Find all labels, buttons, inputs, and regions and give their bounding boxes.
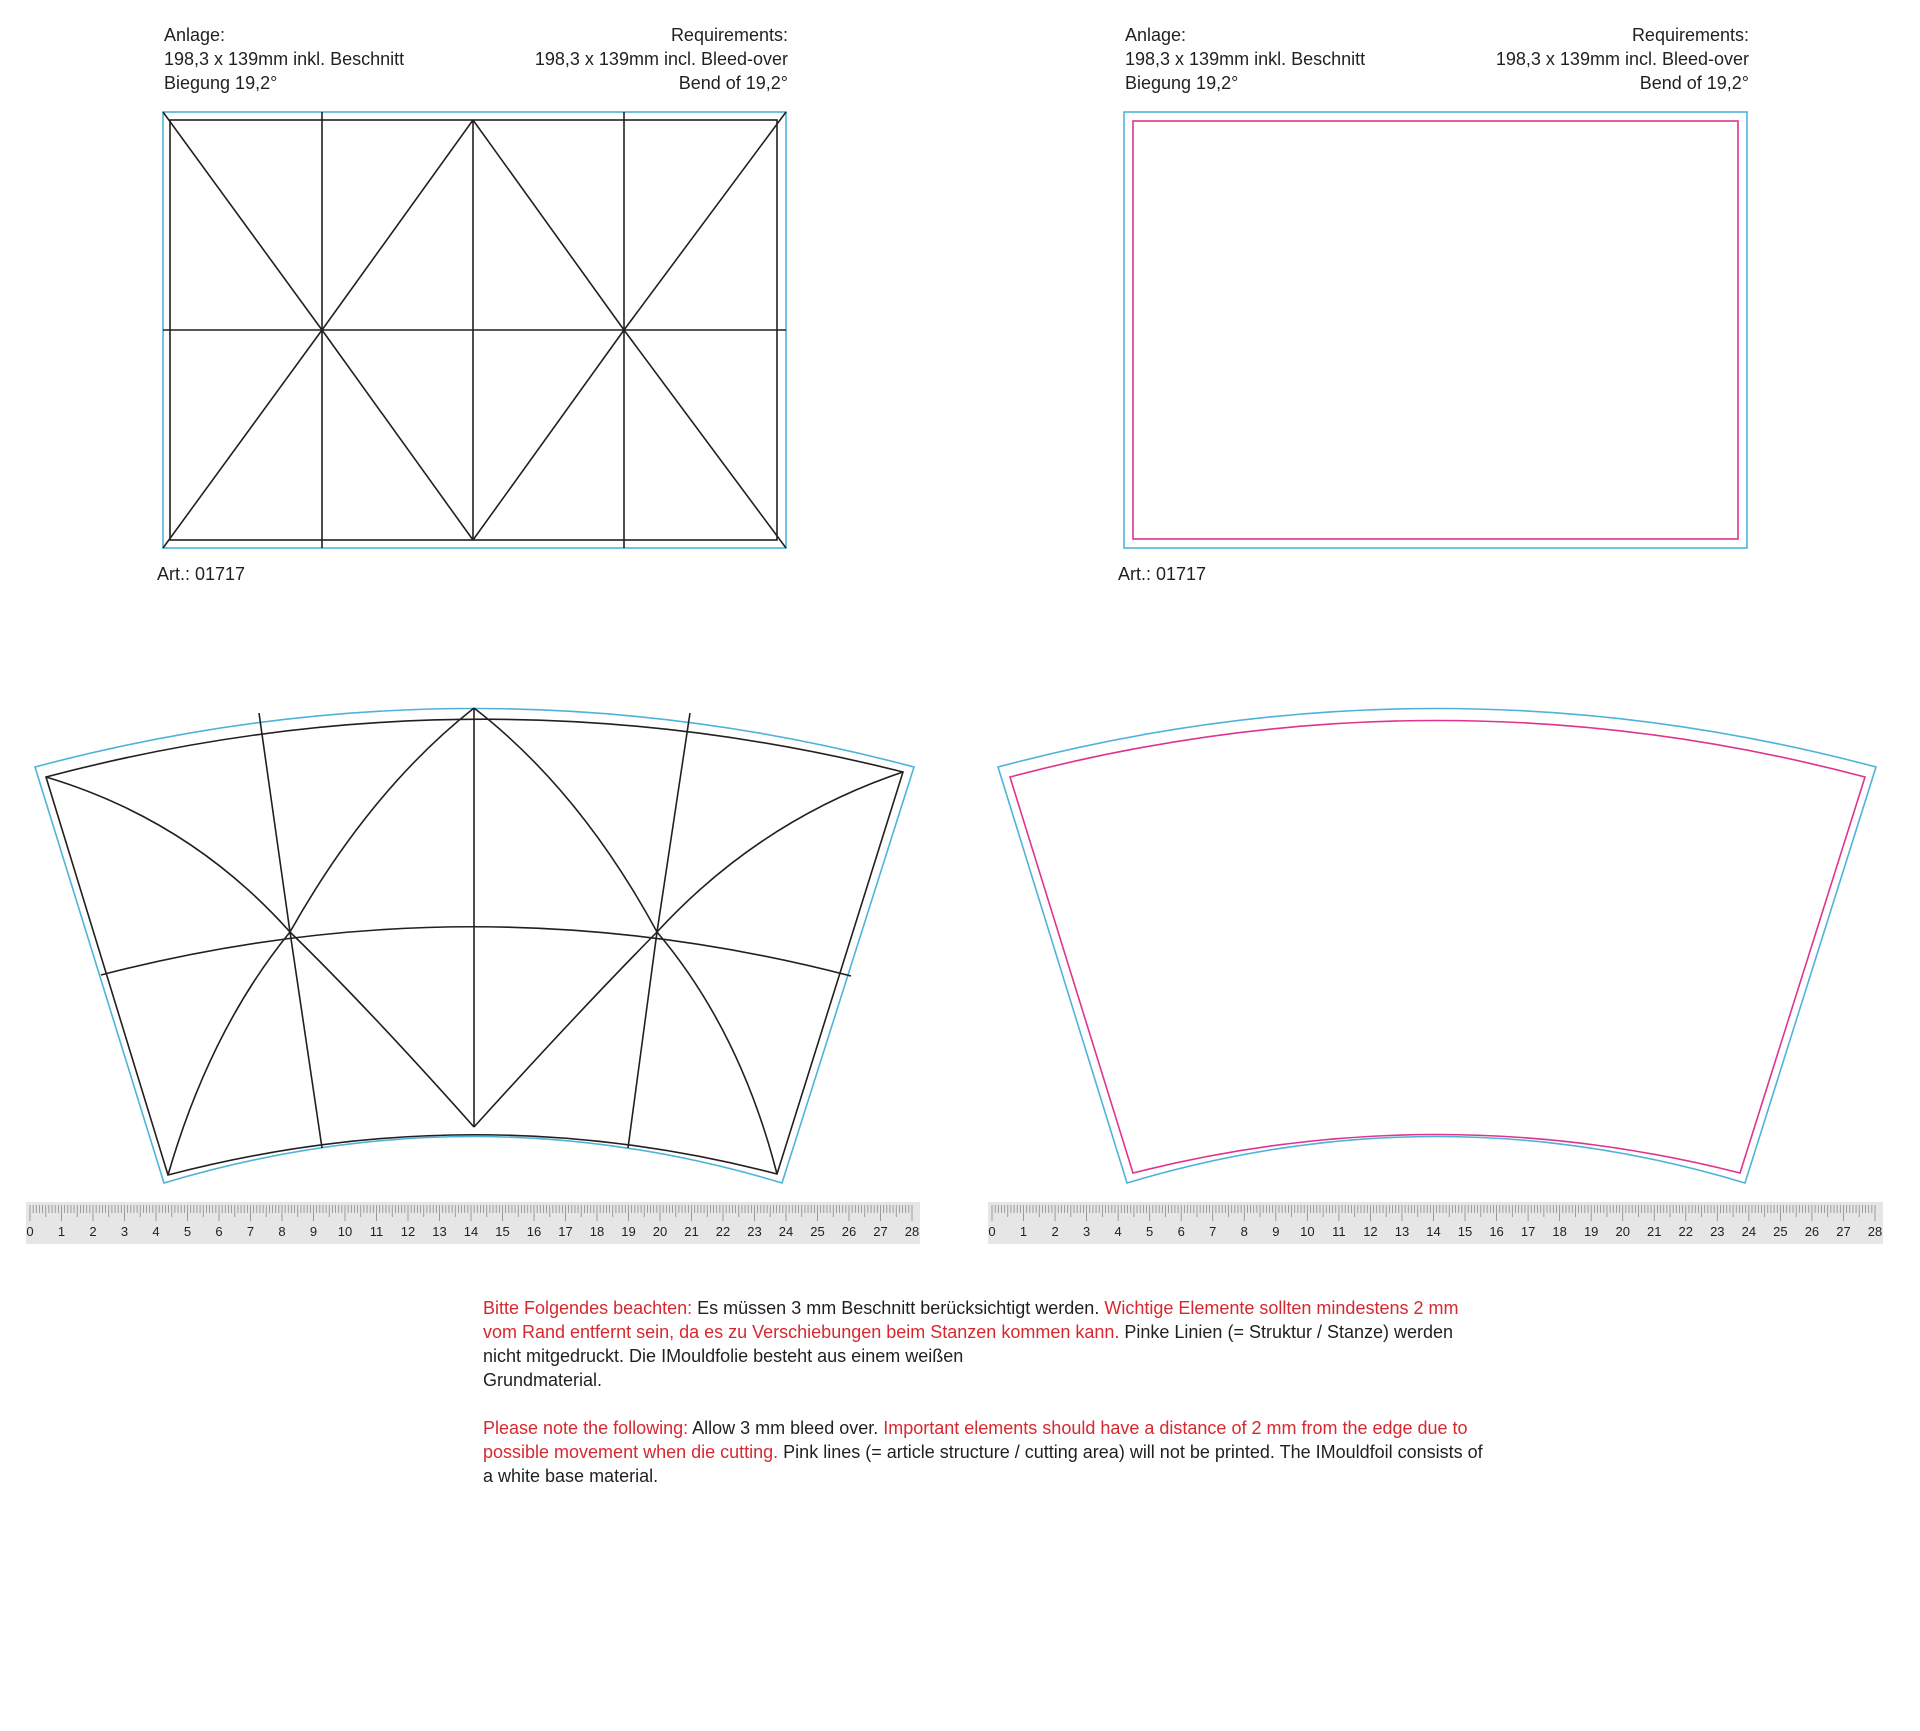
ruler-label: 4 — [152, 1224, 160, 1239]
bleed-outline — [998, 709, 1876, 1184]
bent-cut-template — [998, 709, 1876, 1184]
ruler-label: 2 — [89, 1224, 97, 1239]
grid-line — [290, 708, 474, 932]
ruler-label: 8 — [1240, 1224, 1248, 1239]
header-size: 198,3 x 139mm incl. Bleed-over — [534, 49, 788, 69]
header-bend: Biegung 19,2° — [1125, 73, 1239, 93]
panel-2-article-number: Art.: 01717 — [1118, 564, 1207, 584]
ruler-label: 27 — [1836, 1224, 1851, 1239]
ruler-label: 16 — [526, 1224, 542, 1239]
grid-line — [101, 927, 851, 976]
note-german — [483, 1296, 1483, 1392]
note-de-heading: Bitte Folgendes beachten: — [483, 1298, 693, 1318]
note-de-text-1: Es müssen 3 mm Beschnitt berücksichtigt werden. — [692, 1298, 1105, 1318]
grid-line — [168, 932, 290, 1175]
ruler-label: 10 — [337, 1224, 353, 1239]
ruler-label: 18 — [589, 1224, 605, 1239]
ruler-label: 28 — [1867, 1224, 1883, 1239]
ruler-left — [26, 1202, 920, 1244]
header-size: 198,3 x 139mm inkl. Beschnitt — [1125, 49, 1366, 69]
ruler-label: 25 — [1773, 1224, 1788, 1239]
ruler-label: 1 — [1019, 1224, 1028, 1239]
cut-outline — [1010, 721, 1865, 1174]
ruler-label: 15 — [495, 1224, 510, 1239]
note-english — [483, 1416, 1483, 1488]
ruler-label: 1 — [57, 1224, 66, 1239]
grid-line — [624, 330, 786, 548]
ruler-label: 9 — [309, 1224, 318, 1239]
note-en-warning: Important elements should have a distance of 2 mm from the edge due to possible movement when die cutting. — [483, 1418, 1468, 1462]
ruler-label: 12 — [400, 1224, 416, 1239]
ruler-label: 20 — [1615, 1224, 1630, 1239]
flat-cut-template — [1124, 112, 1747, 548]
grid-line — [473, 120, 624, 330]
grid-line — [290, 932, 474, 1127]
ruler-label: 6 — [215, 1224, 223, 1239]
grid-line — [322, 120, 473, 330]
ruler-label: 5 — [1146, 1224, 1154, 1239]
grid-line — [657, 932, 777, 1174]
header-bend: Bend of 19,2° — [678, 73, 788, 93]
notes-block — [483, 1296, 1483, 1512]
header-label: Anlage: — [1125, 25, 1187, 45]
header-size: 198,3 x 139mm inkl. Beschnitt — [164, 49, 405, 69]
grid-line — [163, 330, 322, 548]
ruler-label: 16 — [1489, 1224, 1504, 1239]
grid-line — [163, 112, 322, 330]
ruler-label: 28 — [904, 1224, 920, 1239]
ruler-label: 26 — [841, 1224, 857, 1239]
ruler-label: 7 — [246, 1224, 255, 1239]
ruler-label: 21 — [1647, 1224, 1662, 1239]
note-de-warning: Wichtige Elemente sollten mindestens 2 mm vom Rand entfernt sein, da es zu Verschiebungen beim Stanzen kommen kann. — [483, 1298, 1459, 1342]
ruler-label: 11 — [369, 1224, 384, 1239]
note-de-text-3: Grundmaterial. — [483, 1370, 603, 1390]
ruler-label: 24 — [778, 1224, 794, 1239]
ruler-label: 17 — [1520, 1224, 1536, 1239]
grid-line — [624, 112, 786, 330]
ruler-label: 7 — [1209, 1224, 1217, 1239]
header-label: Anlage: — [164, 25, 226, 45]
ruler-label: 14 — [1426, 1224, 1441, 1239]
cut-outline — [1133, 121, 1738, 539]
ruler-label: 11 — [1332, 1224, 1346, 1239]
ruler-label: 9 — [1272, 1224, 1280, 1239]
ruler-label: 26 — [1804, 1224, 1820, 1239]
ruler-label: 10 — [1300, 1224, 1315, 1239]
flat-structure-template — [163, 112, 786, 548]
ruler-label: 13 — [432, 1224, 447, 1239]
grid-line — [473, 330, 624, 540]
note-de-text-2: Pinke Linien (= Struktur / Stanze) werden nicht mitgedruckt. Die IMouldfolie besteht aus einem weißen — [483, 1322, 1454, 1366]
grid-line — [322, 330, 473, 540]
grid-line — [657, 772, 903, 932]
note-en-heading: Please note the following: — [483, 1418, 689, 1438]
ruler-label: 8 — [278, 1224, 286, 1239]
bent-structure-template — [35, 708, 914, 1183]
ruler-label: 2 — [1051, 1224, 1059, 1239]
header-label: Requirements: — [670, 25, 788, 45]
ruler-label: 0 — [988, 1224, 996, 1239]
ruler-label: 25 — [810, 1224, 825, 1239]
ruler-label: 19 — [621, 1224, 636, 1239]
ruler-label: 0 — [26, 1224, 34, 1239]
bleed-outline — [1124, 112, 1747, 548]
ruler-right — [988, 1202, 1883, 1244]
ruler-label: 14 — [463, 1224, 479, 1239]
ruler-label: 23 — [747, 1224, 762, 1239]
ruler-label: 18 — [1552, 1224, 1567, 1239]
ruler-label: 21 — [684, 1224, 699, 1239]
header-size: 198,3 x 139mm incl. Bleed-over — [1495, 49, 1749, 69]
ruler-label: 22 — [715, 1224, 731, 1239]
grid-line — [46, 777, 290, 932]
ruler-label: 5 — [183, 1224, 192, 1239]
ruler-label: 12 — [1363, 1224, 1378, 1239]
ruler-label: 6 — [1177, 1224, 1185, 1239]
ruler-label: 13 — [1394, 1224, 1410, 1239]
ruler-label: 19 — [1583, 1224, 1599, 1239]
ruler-label: 3 — [1082, 1224, 1091, 1239]
note-en-text-2: Pink lines (= article structure / cutting area) will not be printed. The IMouldfoil consists of a white base material. — [483, 1442, 1483, 1486]
header-label: Requirements: — [1631, 25, 1749, 45]
grid-line — [474, 708, 657, 932]
ruler-label: 4 — [1114, 1224, 1122, 1239]
ruler-label: 23 — [1710, 1224, 1725, 1239]
ruler-label: 17 — [558, 1224, 573, 1239]
ruler-label: 27 — [873, 1224, 888, 1239]
panel-1-article-number: Art.: 01717 — [157, 564, 246, 584]
note-en-text-1: Allow 3 mm bleed over. — [688, 1418, 884, 1438]
header-bend: Bend of 19,2° — [1639, 73, 1749, 93]
grid-line — [474, 932, 657, 1127]
ruler-label: 24 — [1741, 1224, 1757, 1239]
ruler-label: 3 — [120, 1224, 129, 1239]
ruler-label: 22 — [1678, 1224, 1694, 1239]
ruler-label: 15 — [1457, 1224, 1473, 1239]
header-bend: Biegung 19,2° — [164, 73, 278, 93]
ruler-label: 20 — [652, 1224, 668, 1239]
